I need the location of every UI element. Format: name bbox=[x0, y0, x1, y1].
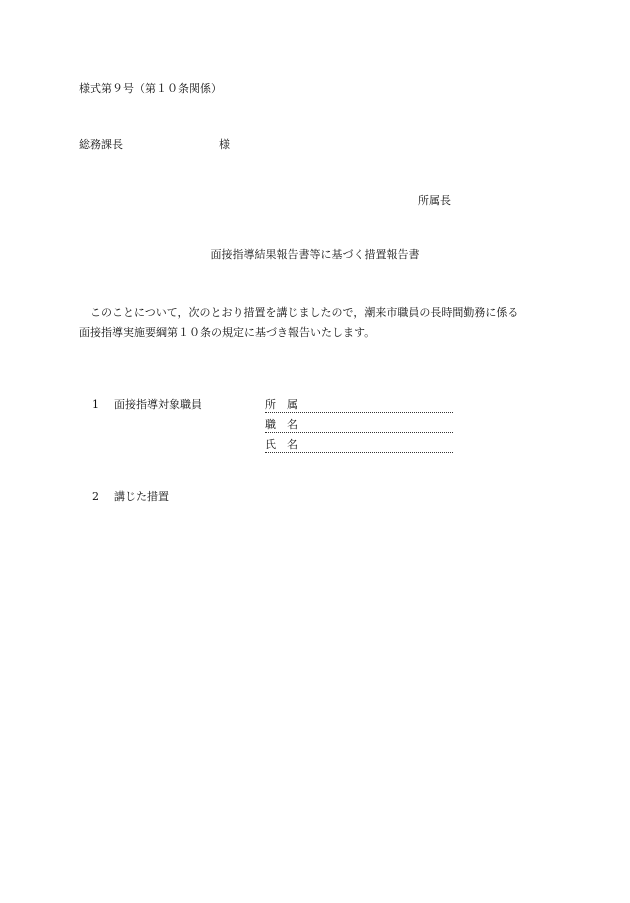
field-affiliation[interactable] bbox=[265, 398, 453, 413]
field-affiliation-label: 所属 bbox=[265, 398, 309, 411]
section-2-heading bbox=[92, 490, 169, 504]
field-name-label: 氏名 bbox=[265, 438, 309, 451]
field-job-title-label: 職名 bbox=[265, 418, 309, 431]
document-title: 面接指導結果報告書等に基づく措置報告書 bbox=[210, 248, 420, 261]
field-job-title[interactable] bbox=[265, 418, 453, 433]
body-line-1: このことについて，次のとおり措置を講じましたので，潮来市職員の長時間勤務に係る bbox=[90, 306, 519, 319]
addressee-title: 総務課長 bbox=[79, 138, 123, 151]
section-1-number: 1 bbox=[92, 398, 99, 411]
section-2-label: 講じた措置 bbox=[114, 490, 169, 503]
target-employee-fields bbox=[265, 398, 453, 458]
section-1-heading bbox=[92, 398, 202, 412]
section-2-number: 2 bbox=[92, 490, 99, 503]
sender-title: 所属長 bbox=[418, 194, 451, 207]
body-line-2: 面接指導実施要綱第１０条の規定に基づき報告いたします。 bbox=[79, 326, 376, 339]
section-1-label: 面接指導対象職員 bbox=[114, 398, 202, 411]
field-name[interactable] bbox=[265, 438, 453, 453]
addressee-honorific: 様 bbox=[219, 138, 230, 151]
form-number: 様式第９号（第１０条関係） bbox=[79, 82, 222, 95]
body-paragraph bbox=[79, 303, 549, 343]
